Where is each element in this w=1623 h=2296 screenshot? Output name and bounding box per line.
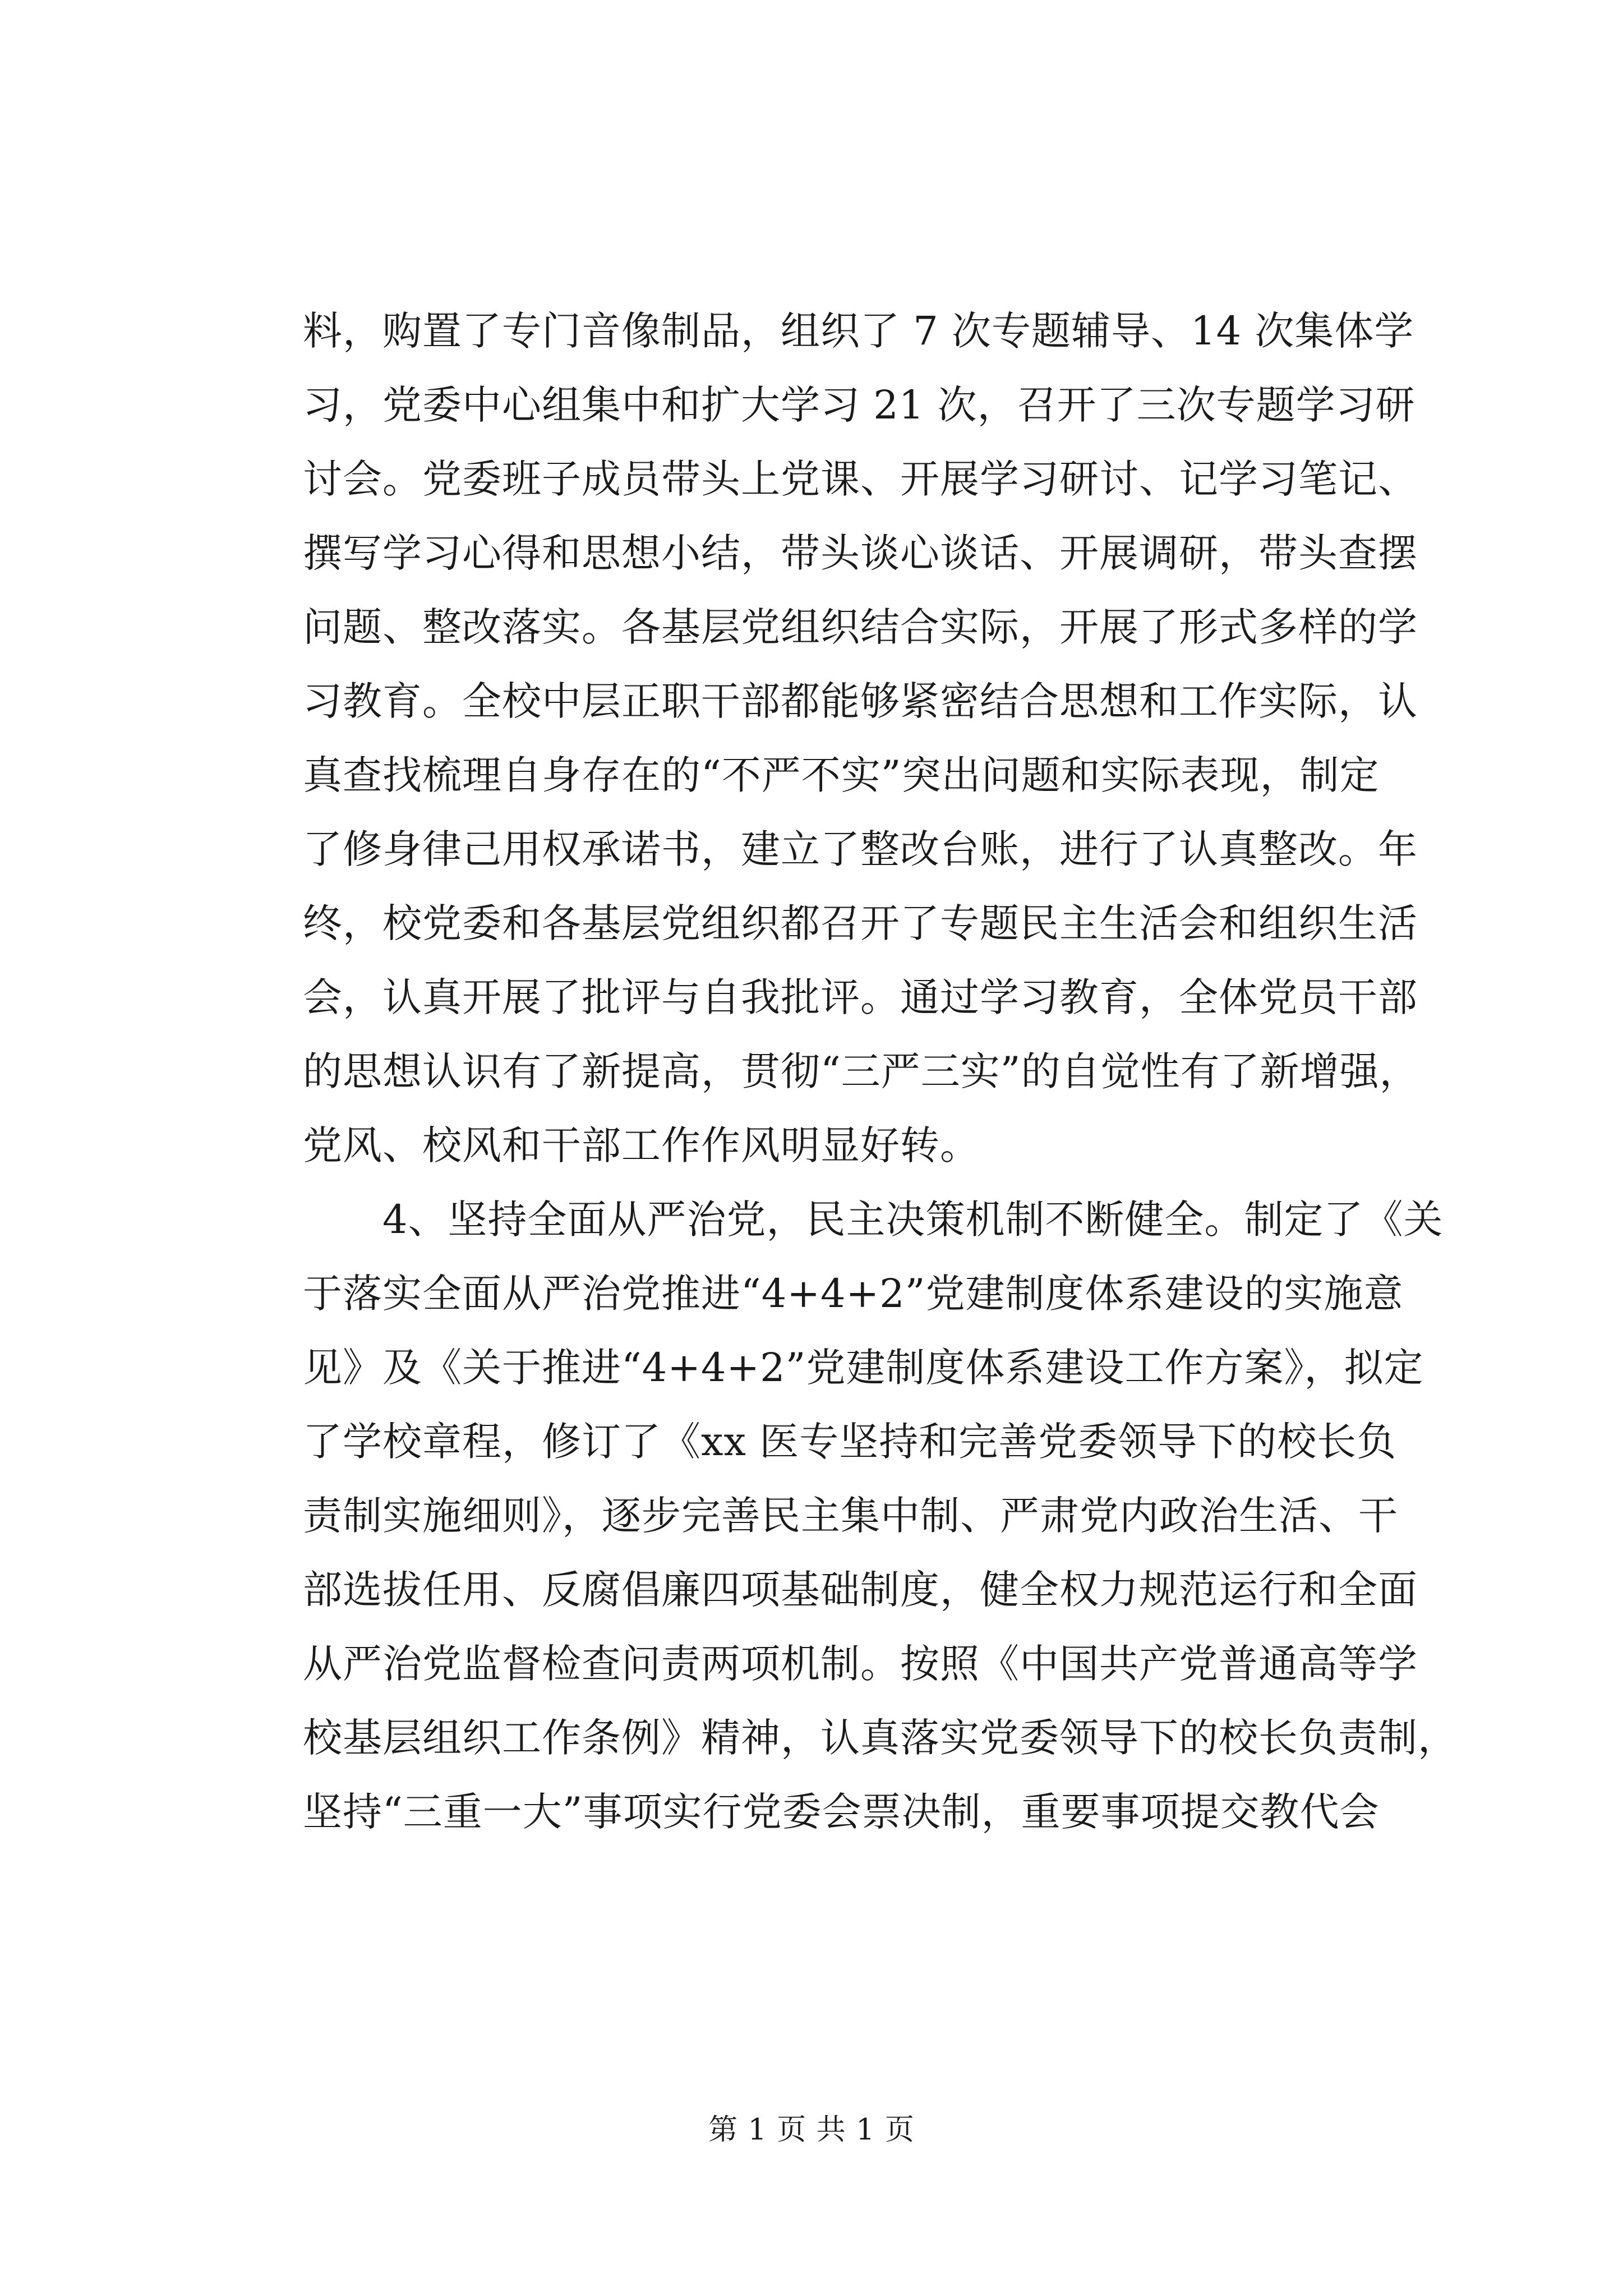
page-number-footer: 第 1 页 共 1 页 [708, 2113, 915, 2147]
body-line: 真查找梳理自身存在的“不严不实”突出问题和实际表现，制定 [303, 752, 1380, 798]
body-line: 于落实全面从严治党推进“4+4+2”党建制度体系建设的实施意 [303, 1271, 1404, 1317]
body-line: 从严治党监督检查问责两项机制。按照《中国共产党普通高等学 [303, 1641, 1418, 1687]
body-line: 终，校党委和各基层党组织都召开了专题民主生活会和组织生活 [303, 900, 1418, 946]
body-line: 党风、校风和干部工作作风明显好转。 [303, 1122, 980, 1168]
body-line: 了修身律己用权承诺书，建立了整改台账，进行了认真整改。年 [303, 826, 1418, 872]
body-line: 撰写学习心得和思想小结，带头谈心谈话、开展调研，带头查摆 [303, 530, 1418, 576]
body-line: 校基层组织工作条例》精神，认真落实党委领导下的校长负责制， [303, 1715, 1458, 1761]
body-line: 坚持“三重一大”事项实行党委会票决制，重要事项提交教代会 [303, 1789, 1380, 1835]
body-line: 的思想认识有了新提高，贯彻“三严三实”的自觉性有了新增强， [303, 1048, 1419, 1094]
paragraph-heading-line: 4、坚持全面从严治党，民主决策机制不断健全。制定了《关 [303, 1197, 1444, 1243]
body-line: 部选拔任用、反腐倡廉四项基础制度，健全权力规范运行和全面 [303, 1567, 1418, 1613]
body-line: 讨会。党委班子成员带头上党课、开展学习研讨、记学习笔记、 [303, 456, 1418, 502]
body-line: 责制实施细则》，逐步完善民主集中制、严肃党内政治生活、干 [303, 1493, 1398, 1539]
body-line: 了学校章程，修订了《xx 医专坚持和完善党委领导下的校长负 [303, 1419, 1397, 1465]
body-line: 习教育。全校中层正职干部都能够紧密结合思想和工作实际，认 [303, 678, 1418, 724]
body-line: 问题、整改落实。各基层党组织结合实际，开展了形式多样的学 [303, 604, 1418, 650]
body-line: 习，党委中心组集中和扩大学习 21 次，召开了三次专题学习研 [303, 382, 1415, 428]
body-line: 会，认真开展了批评与自我批评。通过学习教育，全体党员干部 [303, 974, 1418, 1020]
body-line: 料，购置了专门音像制品，组织了 7 次专题辅导、14 次集体学 [303, 308, 1414, 354]
body-line: 见》及《关于推进“4+4+2”党建制度体系建设工作方案》，拟定 [303, 1345, 1424, 1391]
